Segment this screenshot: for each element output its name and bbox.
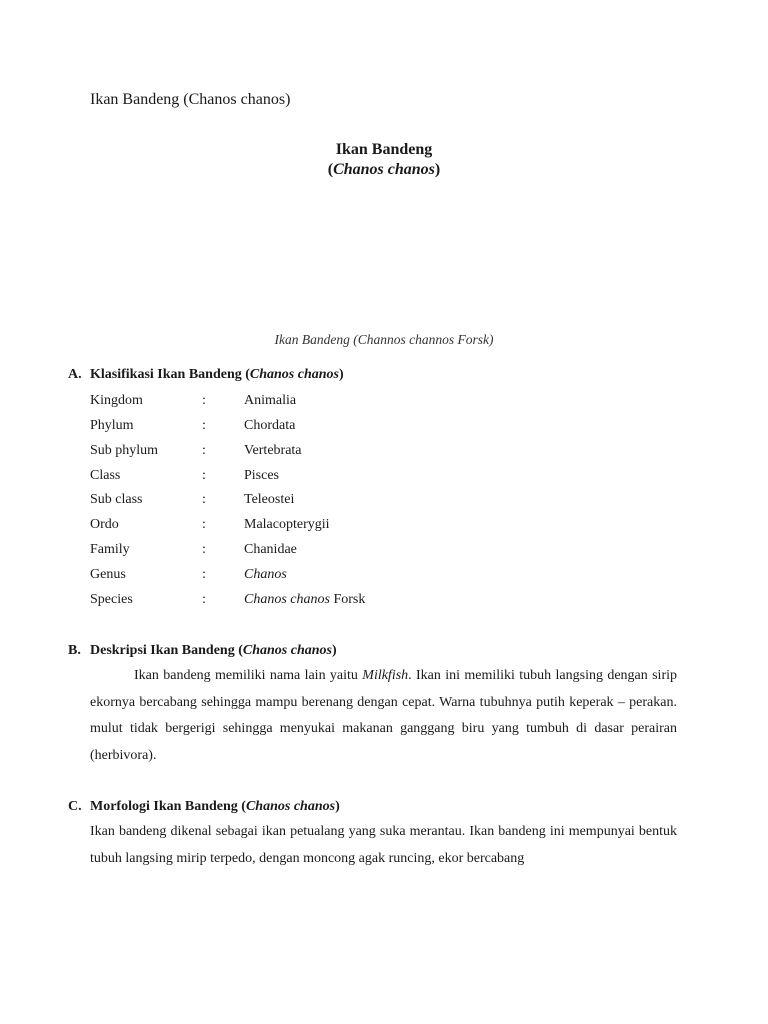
taxonomy-value: Chanos chanos Forsk [244, 591, 366, 607]
taxonomy-rank: Class [90, 467, 121, 483]
image-caption: Ikan Bandeng (Channos channos Forsk) [274, 332, 494, 347]
center-title: Ikan Bandeng [335, 141, 433, 158]
taxonomy-colon: : [202, 517, 206, 533]
taxonomy-colon: : [202, 393, 206, 408]
section-c-heading: C. Morfologi Ikan Bandeng (Chanos chanos) [68, 799, 340, 814]
taxonomy-colon: : [202, 542, 206, 558]
taxonomy-rank: Genus [90, 566, 126, 582]
taxonomy-rank: Family [90, 542, 130, 558]
taxonomy-row: Sub phylum : Vertebrata [90, 442, 302, 458]
center-subtitle: (Chanos chanos) [327, 161, 441, 178]
taxonomy-row [90, 567, 490, 587]
section-b-heading: B. Deskripsi Ikan Bandeng (Chanos chanos) [68, 643, 337, 658]
taxonomy-rank: Sub phylum [90, 442, 159, 458]
taxonomy-row: Family : Chanidae [90, 542, 297, 558]
taxonomy-rank: Ordo [90, 517, 119, 533]
taxonomy-row: Ordo : Malacopterygii [90, 517, 330, 533]
taxonomy-row: Sub class : Teleostei [90, 492, 295, 508]
document-title: Ikan Bandeng (Chanos chanos) [90, 91, 291, 108]
taxonomy-colon: : [202, 467, 206, 483]
taxonomy-colon: : [202, 591, 206, 607]
taxonomy-colon: : [202, 442, 206, 458]
taxonomy-rank: Phylum [90, 417, 134, 433]
taxonomy-rank: Species [90, 591, 133, 607]
taxonomy-rank: Sub class [90, 492, 143, 508]
center-subtitle-scientific: Chanos chanos [333, 161, 435, 178]
taxonomy-row: Class : Pisces [90, 467, 279, 483]
taxonomy-colon: : [202, 566, 206, 582]
taxonomy-rank: Kingdom [90, 393, 143, 408]
section-c-paragraph: Ikan bandeng dikenal sebagai ikan petualang yang suka merantau. Ikan bandeng ini mempunyai bentuk tubuh langsing mirip terpedo, dengan moncong agak runcing, ekor bercabang [90, 824, 677, 866]
taxonomy-row [90, 592, 490, 612]
section-b-paragraph: Ikan bandeng memiliki nama lain yaitu Milkfish. Ikan ini memiliki tubuh langsing dengan sirip ekornya bercabang sehingga mampu berenang dengan cepat. Warna tubuhnya putih keperak – perakan. mulut tidak bergerigi sehingga menyukai makanan ganggang biru yang tumbuh di dasar perairan (herbivora). [90, 668, 677, 763]
taxonomy-colon: : [202, 492, 206, 508]
taxonomy-value: Chanos [244, 566, 287, 582]
taxonomy-row: Kingdom : Animalia [90, 393, 297, 408]
section-a-heading: A. Klasifikasi Ikan Bandeng (Chanos chanos) [68, 367, 344, 382]
taxonomy-row: Phylum : Chordata [90, 417, 296, 433]
taxonomy-colon: : [202, 417, 206, 433]
